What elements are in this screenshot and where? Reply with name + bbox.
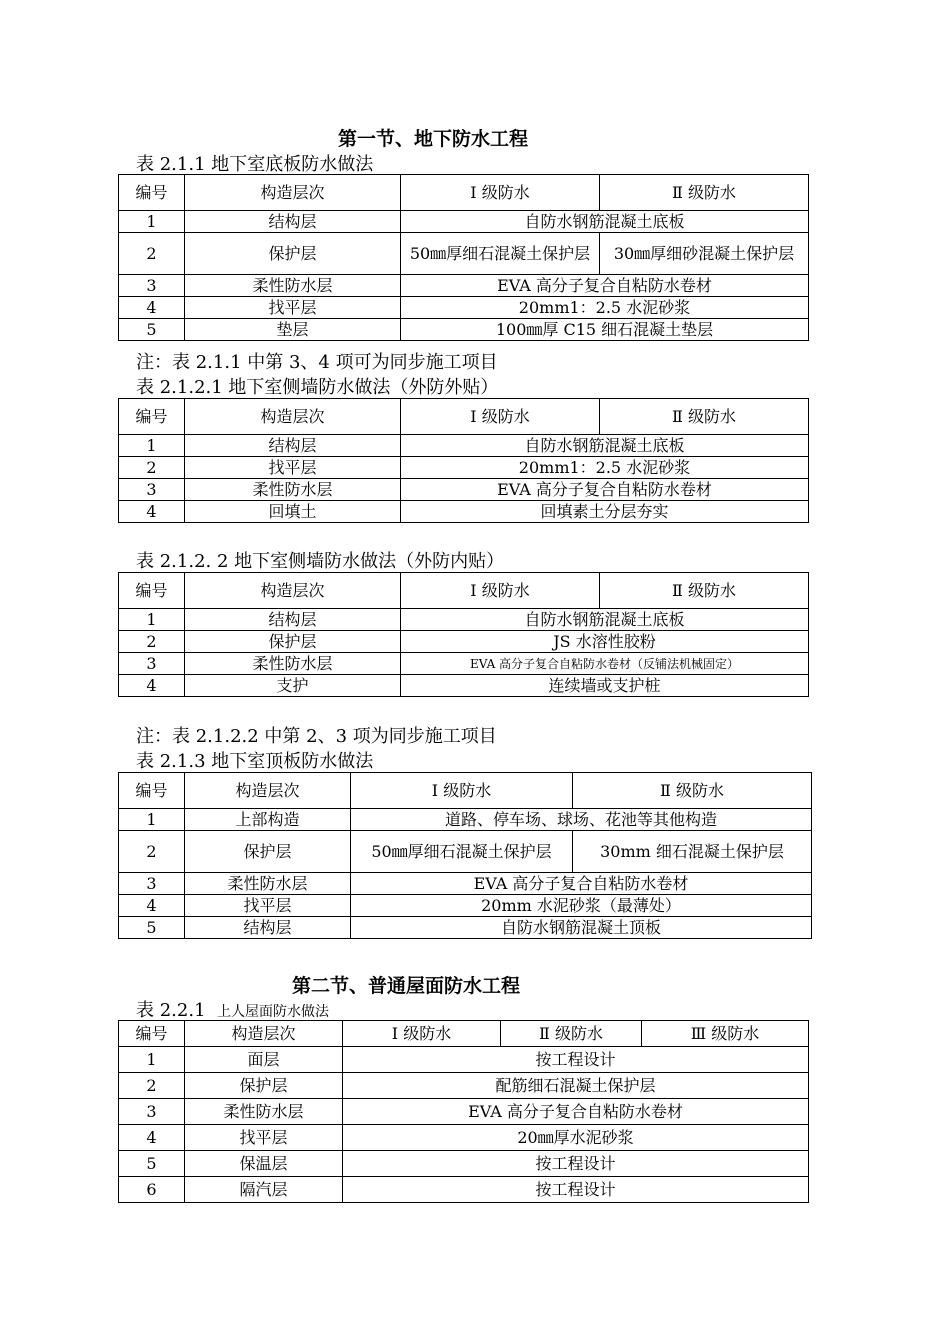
table-row (119, 1177, 809, 1203)
cell-method: 连续墙或支护桩 (401, 675, 809, 697)
cell-method: 100㎜厚 C15 细石混凝土垫层 (401, 319, 809, 341)
cell-number: 6 (119, 1177, 185, 1203)
cell-method: 按工程设计 (343, 1177, 809, 1203)
cell-method: 自防水钢筋混凝土底板 (401, 435, 809, 457)
cell-number: 3 (119, 653, 185, 675)
table-row (119, 675, 809, 697)
cell-method: EVA 高分子复合自粘防水卷材 (343, 1099, 809, 1125)
cell-layer: 结构层 (185, 917, 351, 939)
cell-layer: 面层 (185, 1047, 343, 1073)
cell-method: 自防水钢筋混凝土底板 (401, 609, 809, 631)
cell-layer: 找平层 (185, 297, 401, 319)
cell-number: 4 (119, 297, 185, 319)
table5 (118, 1020, 809, 1203)
cell-layer: 柔性防水层 (185, 275, 401, 297)
cell-layer: 保护层 (185, 1073, 343, 1099)
table-row (119, 233, 809, 275)
cell-method: JS 水溶性胶粉 (401, 631, 809, 653)
table3-caption: 表 2.1.2. 2 地下室侧墙防水做法（外防内贴） (136, 551, 505, 572)
cell-layer: 保护层 (185, 233, 401, 275)
cell-layer: 回填土 (185, 501, 401, 523)
cell-number: 3 (119, 873, 185, 895)
cell-number: 5 (119, 1151, 185, 1177)
table5-caption (136, 996, 329, 1022)
table-row (119, 653, 809, 675)
cell-layer: 支护 (185, 675, 401, 697)
header-grade-2: Ⅱ 级防水 (501, 1021, 642, 1047)
table5-caption-text: 上人屋面防水做法 (216, 1004, 329, 1020)
table-row (119, 501, 809, 523)
header-grade-1: Ⅰ 级防水 (343, 1021, 501, 1047)
cell-method: 20mm 水泥砂浆（最薄处） (351, 895, 812, 917)
header-number: 编号 (119, 773, 185, 809)
table-row (119, 917, 812, 939)
cell-layer: 垫层 (185, 319, 401, 341)
table2-caption: 表 2.1.2.1 地下室侧墙防水做法（外防外贴） (136, 377, 499, 398)
header-grade-2: Ⅱ 级防水 (600, 175, 809, 211)
header-grade-2: Ⅱ 级防水 (600, 573, 809, 609)
table4 (118, 772, 812, 939)
cell-layer: 结构层 (185, 435, 401, 457)
table-row (119, 319, 809, 341)
cell-number: 3 (119, 479, 185, 501)
cell-layer: 结构层 (185, 211, 401, 233)
cell-layer: 保温层 (185, 1151, 343, 1177)
cell-method: 按工程设计 (343, 1151, 809, 1177)
note-1: 注：表 2.1.1 中第 3、4 项可为同步施工项目 (136, 352, 498, 373)
cell-layer: 上部构造 (185, 809, 351, 831)
table-row (119, 831, 812, 873)
cell-layer: 保护层 (185, 631, 401, 653)
table5-caption-number: 表 2.2.1 (136, 1000, 206, 1021)
cell-layer: 找平层 (185, 457, 401, 479)
header-grade-1: Ⅰ 级防水 (401, 175, 600, 211)
header-grade-1: Ⅰ 级防水 (351, 773, 573, 809)
header-number: 编号 (119, 399, 185, 435)
cell-number: 2 (119, 233, 185, 275)
table1-caption: 表 2.1.1 地下室底板防水做法 (136, 154, 374, 175)
table-row (119, 609, 809, 631)
cell-layer: 柔性防水层 (185, 873, 351, 895)
header-layer: 构造层次 (185, 773, 351, 809)
note-2: 注：表 2.1.2.2 中第 2、3 项为同步施工项目 (136, 726, 497, 747)
cell-number: 1 (119, 1047, 185, 1073)
table-row (119, 479, 809, 501)
cell-method: 配筋细石混凝土保护层 (343, 1073, 809, 1099)
table-row (119, 1099, 809, 1125)
table3 (118, 572, 809, 697)
cell-number: 2 (119, 1073, 185, 1099)
cell-number: 3 (119, 1099, 185, 1125)
table-row (119, 457, 809, 479)
table-row (119, 631, 809, 653)
cell-method: EVA 高分子复合自粘防水卷材（反铺法机械固定） (401, 653, 809, 675)
table-row (119, 297, 809, 319)
cell-number: 5 (119, 319, 185, 341)
cell-method-grade-1: 50㎜厚细石混凝土保护层 (401, 233, 600, 275)
header-grade-1: Ⅰ 级防水 (401, 573, 600, 609)
cell-method: EVA 高分子复合自粘防水卷材 (401, 479, 809, 501)
cell-number: 2 (119, 457, 185, 479)
cell-layer: 找平层 (185, 895, 351, 917)
section-title-2: 第二节、普通屋面防水工程 (292, 975, 521, 997)
cell-method: 20㎜厚水泥砂浆 (343, 1125, 809, 1151)
cell-layer: 柔性防水层 (185, 1099, 343, 1125)
cell-layer: 隔汽层 (185, 1177, 343, 1203)
cell-method-grade-1: 50㎜厚细石混凝土保护层 (351, 831, 573, 873)
table-row (119, 1047, 809, 1073)
cell-method-grade-2: 30㎜厚细砂混凝土保护层 (600, 233, 809, 275)
cell-number: 4 (119, 501, 185, 523)
header-grade-2: Ⅱ 级防水 (573, 773, 812, 809)
header-layer: 构造层次 (185, 1021, 343, 1047)
section-title-1: 第一节、地下防水工程 (338, 128, 529, 150)
cell-number: 1 (119, 435, 185, 457)
header-grade-3: Ⅲ 级防水 (642, 1021, 809, 1047)
table4-caption: 表 2.1.3 地下室顶板防水做法 (136, 751, 374, 772)
header-number: 编号 (119, 175, 185, 211)
cell-number: 3 (119, 275, 185, 297)
cell-layer: 结构层 (185, 609, 401, 631)
table-row (119, 1125, 809, 1151)
cell-method-grade-2: 30mm 细石混凝土保护层 (573, 831, 812, 873)
cell-method: 20mm1：2.5 水泥砂浆 (401, 297, 809, 319)
table-row (119, 809, 812, 831)
header-layer: 构造层次 (185, 175, 401, 211)
cell-layer: 柔性防水层 (185, 479, 401, 501)
cell-number: 4 (119, 895, 185, 917)
cell-number: 1 (119, 211, 185, 233)
table-row (119, 275, 809, 297)
table-row (119, 1151, 809, 1177)
cell-method: 按工程设计 (343, 1047, 809, 1073)
cell-method: EVA 高分子复合自粘防水卷材 (351, 873, 812, 895)
header-number: 编号 (119, 1021, 185, 1047)
cell-number: 4 (119, 675, 185, 697)
cell-number: 5 (119, 917, 185, 939)
cell-number: 1 (119, 809, 185, 831)
cell-method: 自防水钢筋混凝土顶板 (351, 917, 812, 939)
table-row (119, 211, 809, 233)
cell-method: 道路、停车场、球场、花池等其他构造 (351, 809, 812, 831)
header-number: 编号 (119, 573, 185, 609)
cell-number: 2 (119, 831, 185, 873)
table-row (119, 873, 812, 895)
cell-method: EVA 高分子复合自粘防水卷材 (401, 275, 809, 297)
cell-layer: 保护层 (185, 831, 351, 873)
cell-layer: 找平层 (185, 1125, 343, 1151)
table1 (118, 174, 809, 341)
cell-number: 1 (119, 609, 185, 631)
cell-method: 20mm1：2.5 水泥砂浆 (401, 457, 809, 479)
cell-number: 2 (119, 631, 185, 653)
table-row (119, 895, 812, 917)
cell-number: 4 (119, 1125, 185, 1151)
cell-method: 回填素土分层夯实 (401, 501, 809, 523)
header-layer: 构造层次 (185, 399, 401, 435)
header-grade-2: Ⅱ 级防水 (600, 399, 809, 435)
table-row (119, 435, 809, 457)
header-layer: 构造层次 (185, 573, 401, 609)
table-row (119, 1073, 809, 1099)
table2 (118, 398, 809, 523)
cell-layer: 柔性防水层 (185, 653, 401, 675)
header-grade-1: Ⅰ 级防水 (401, 399, 600, 435)
cell-method: 自防水钢筋混凝土底板 (401, 211, 809, 233)
